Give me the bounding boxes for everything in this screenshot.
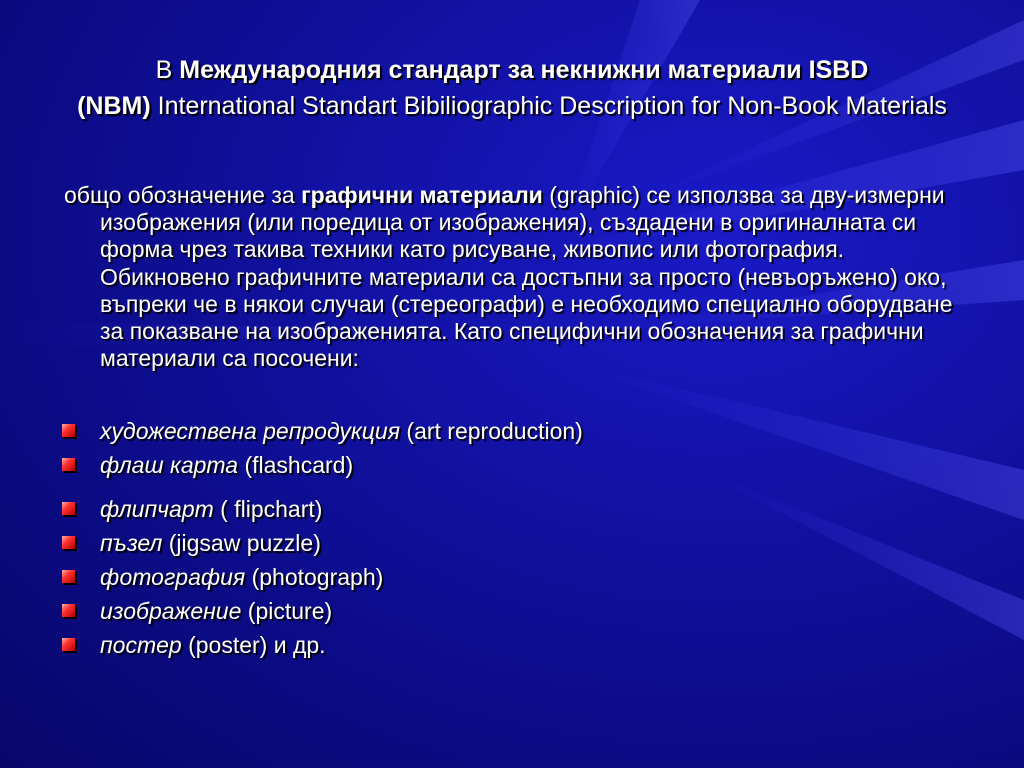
item-term: флипчарт bbox=[100, 496, 214, 522]
title-rest: International Standart Bibiliographic Description for Non-Book Materials bbox=[150, 92, 947, 120]
intro-after: (graphic) се използва за дву-измерни изображения (или поредица от изображения), създадени в оригиналната си форма чрез такива техники като рисуване, живопис или фотография. Обикновено графичните материали са достъпни за просто (невъоръжено) око, въпреки че в някои случаи (стереографи) е необходимо специално оборудване за показване на изображенията. Като специфични обозначения за графични материали са посочени: bbox=[100, 182, 953, 372]
title-bold-1: Международния стандарт за некнижни материали ISBD bbox=[179, 56, 869, 84]
item-english: (poster) и др. bbox=[181, 632, 326, 658]
list-item bbox=[60, 526, 960, 560]
item-term: художествена репродукция bbox=[100, 418, 401, 444]
bullet-square-icon bbox=[62, 604, 75, 617]
title-prefix: В bbox=[155, 56, 180, 84]
bullet-square-icon bbox=[62, 570, 75, 583]
list-item bbox=[60, 594, 960, 628]
item-english: (art reproduction) bbox=[400, 418, 583, 444]
title-bold-2: (NBM) bbox=[77, 92, 151, 120]
item-english: (picture) bbox=[241, 598, 333, 624]
list-item bbox=[60, 492, 960, 526]
list-item bbox=[60, 628, 960, 662]
list-item bbox=[60, 414, 960, 448]
item-term: постер bbox=[100, 632, 182, 658]
item-english: (jigsaw puzzle) bbox=[162, 530, 321, 556]
list-item bbox=[60, 560, 960, 594]
item-english: ( flipchart) bbox=[213, 496, 323, 522]
slide-title bbox=[60, 52, 964, 124]
intro-before: общо обозначение за bbox=[64, 182, 302, 208]
item-term: фотография bbox=[100, 564, 246, 590]
item-term: пъзел bbox=[100, 530, 163, 556]
bullet-square-icon bbox=[62, 458, 75, 471]
bullet-square-icon bbox=[62, 638, 75, 651]
intro-bold: графични материали bbox=[301, 182, 543, 208]
item-term: флаш карта bbox=[100, 452, 239, 478]
bullet-square-icon bbox=[62, 536, 75, 549]
item-term: изображение bbox=[100, 598, 242, 624]
bullet-square-icon bbox=[62, 424, 75, 437]
bullet-square-icon bbox=[62, 502, 75, 515]
intro-paragraph bbox=[64, 182, 980, 372]
list-item bbox=[60, 448, 960, 482]
item-english: (flashcard) bbox=[238, 452, 354, 478]
item-english: (photograph) bbox=[245, 564, 384, 590]
graphic-materials-list bbox=[60, 414, 960, 662]
